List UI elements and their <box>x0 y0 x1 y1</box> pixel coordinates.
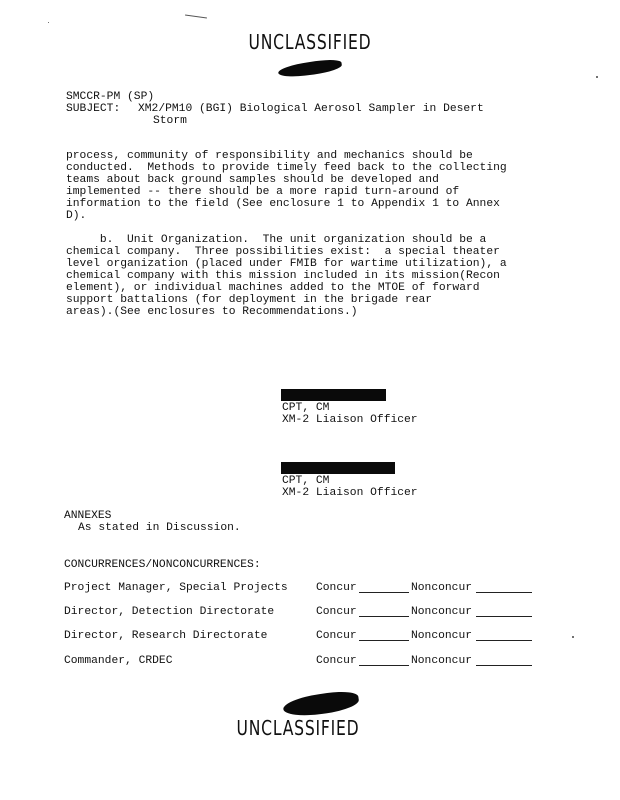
body-paragraph-1 <box>66 150 507 222</box>
concur-label: Concur <box>316 630 357 642</box>
concurrences-heading: CONCURRENCES/NONCONCURRENCES: <box>64 559 261 571</box>
subject-label: SUBJECT: <box>66 103 121 115</box>
concurrence-official: Director, Detection Directorate <box>64 606 275 618</box>
paragraph-line: process, community of responsibility and mechanics should be <box>66 150 473 162</box>
annexes-heading: ANNEXES <box>64 510 112 522</box>
concurrence-official: Commander, CRDEC <box>64 655 173 667</box>
paragraph-line: element), or individual machines added to the MTOE of forward <box>66 282 480 294</box>
concur-signature-line <box>359 616 409 617</box>
nonconcur-signature-line <box>476 640 532 641</box>
concur-signature-line <box>359 640 409 641</box>
concur-label: Concur <box>316 582 357 594</box>
body-paragraph-2 <box>66 234 507 318</box>
subject-line-2: Storm <box>153 115 187 127</box>
nonconcur-label: Nonconcur <box>411 606 473 618</box>
paragraph-line: level organization (placed under FMIB for wartime utilization), a <box>66 258 507 270</box>
paragraph-line: support battalions (for deployment in the brigade rear <box>66 294 433 306</box>
paragraph-line: implemented -- there should be a more rapid turn-around of <box>66 186 460 198</box>
nonconcur-signature-line <box>476 616 532 617</box>
paragraph-line: chemical company. Three possibilities exist: a special theater <box>66 246 500 258</box>
concur-label: Concur <box>316 606 357 618</box>
scan-mark-top <box>185 14 207 18</box>
signature-rank: CPT, CM <box>282 402 330 414</box>
concur-signature-line <box>359 665 409 666</box>
concur-signature-line <box>359 592 409 593</box>
footer-classification: UNCLASSIFIED <box>236 716 360 740</box>
concurrence-row <box>64 630 564 644</box>
scan-speck <box>572 636 574 638</box>
signature-title: XM-2 Liaison Officer <box>282 414 418 426</box>
scan-speck <box>596 76 598 78</box>
concurrence-row <box>64 582 564 596</box>
header-redaction <box>277 58 342 80</box>
office-symbol: SMCCR-PM (SP) <box>66 91 155 103</box>
signature-name-redaction <box>281 389 386 401</box>
concurrence-row <box>64 606 564 620</box>
footer-redaction <box>282 689 360 719</box>
signature-rank: CPT, CM <box>282 475 330 487</box>
nonconcur-label: Nonconcur <box>411 630 473 642</box>
concurrence-row <box>64 655 564 669</box>
concurrence-official: Director, Research Directorate <box>64 630 268 642</box>
scan-speck <box>48 22 49 23</box>
signature-title: XM-2 Liaison Officer <box>282 487 418 499</box>
paragraph-line: information to the field (See enclosure 1 to Appendix 1 to Annex <box>66 198 500 210</box>
paragraph-line: conducted. Methods to provide timely feed back to the collecting <box>66 162 507 174</box>
nonconcur-label: Nonconcur <box>411 582 473 594</box>
subject-line-1: XM2/PM10 (BGI) Biological Aerosol Sampler in Desert <box>138 103 484 115</box>
nonconcur-signature-line <box>476 592 532 593</box>
paragraph-line: chemical company with this mission included in its mission(Recon <box>66 270 500 282</box>
paragraph-line: areas).(See enclosures to Recommendations.) <box>66 306 358 318</box>
paragraph-line: teams about back ground samples should be developed and <box>66 174 439 186</box>
header-classification: UNCLASSIFIED <box>248 30 372 54</box>
nonconcur-label: Nonconcur <box>411 655 473 667</box>
paragraph-line: D). <box>66 210 87 222</box>
concur-label: Concur <box>316 655 357 667</box>
concurrence-official: Project Manager, Special Projects <box>64 582 288 594</box>
paragraph-line: b. Unit Organization. The unit organization should be a <box>66 234 487 246</box>
signature-name-redaction <box>281 462 395 474</box>
nonconcur-signature-line <box>476 665 532 666</box>
annexes-text: As stated in Discussion. <box>78 522 241 534</box>
